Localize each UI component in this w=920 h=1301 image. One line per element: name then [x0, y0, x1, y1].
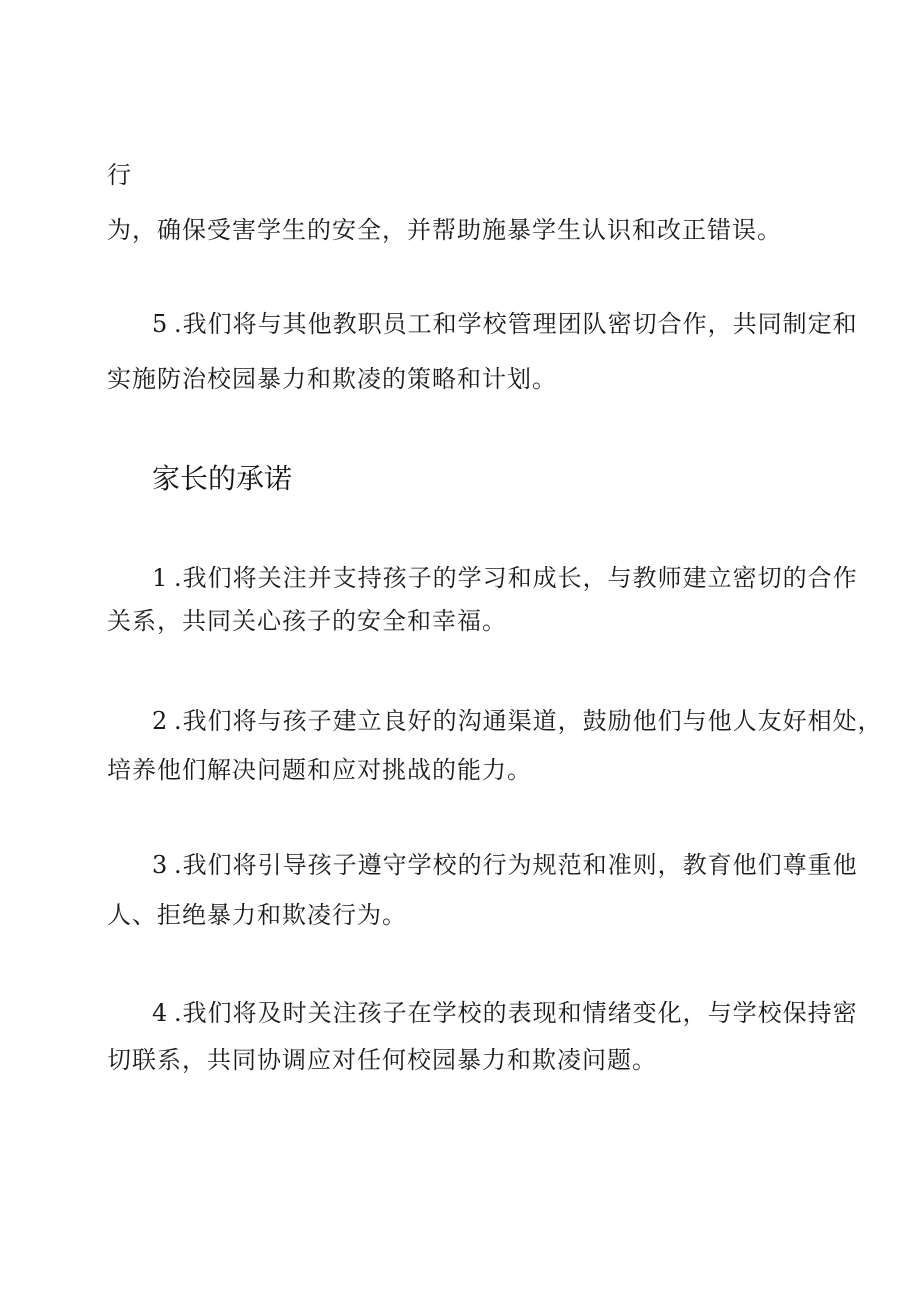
section-heading: 家长的承诺 [152, 462, 293, 495]
item-number: 2 [152, 707, 169, 735]
parent-item-4-line-1: 4 .我们将及时关注孩子在学校的表现和情绪变化，与学校保持密 [152, 999, 858, 1027]
item-number: 5 [152, 310, 169, 338]
parent-item-2-line-1: 2 .我们将与孩子建立良好的沟通渠道，鼓励他们与他人友好相处， [152, 707, 883, 735]
parent-item-1-line-1: 1 .我们将关注并支持孩子的学习和成长，与教师建立密切的合作 [152, 564, 858, 592]
parent-item-1-line-2: 关系，共同关心孩子的安全和幸福。 [107, 607, 507, 635]
item-number: 1 [152, 564, 169, 592]
parent-item-3-line-1: 3 .我们将引导孩子遵守学校的行为规范和准则，教育他们尊重他 [152, 851, 858, 879]
continuation-line-1: 行 [107, 161, 132, 189]
item-number: 3 [152, 851, 169, 879]
teacher-item-5-line-1: 5 .我们将与其他教职员工和学校管理团队密切合作，共同制定和 [152, 310, 858, 338]
parent-item-2-line-2: 培养他们解决问题和应对挑战的能力。 [107, 756, 532, 784]
item-number: 4 [152, 999, 169, 1027]
parent-item-3-line-2: 人、拒绝暴力和欺凌行为。 [107, 901, 407, 929]
parent-item-4-line-2: 切联系，共同协调应对任何校园暴力和欺凌问题。 [107, 1046, 657, 1074]
teacher-item-5-line-2: 实施防治校园暴力和欺凌的策略和计划。 [107, 365, 557, 393]
continuation-line-2: 为，确保受害学生的安全，并帮助施暴学生认识和改正错误。 [107, 216, 782, 244]
